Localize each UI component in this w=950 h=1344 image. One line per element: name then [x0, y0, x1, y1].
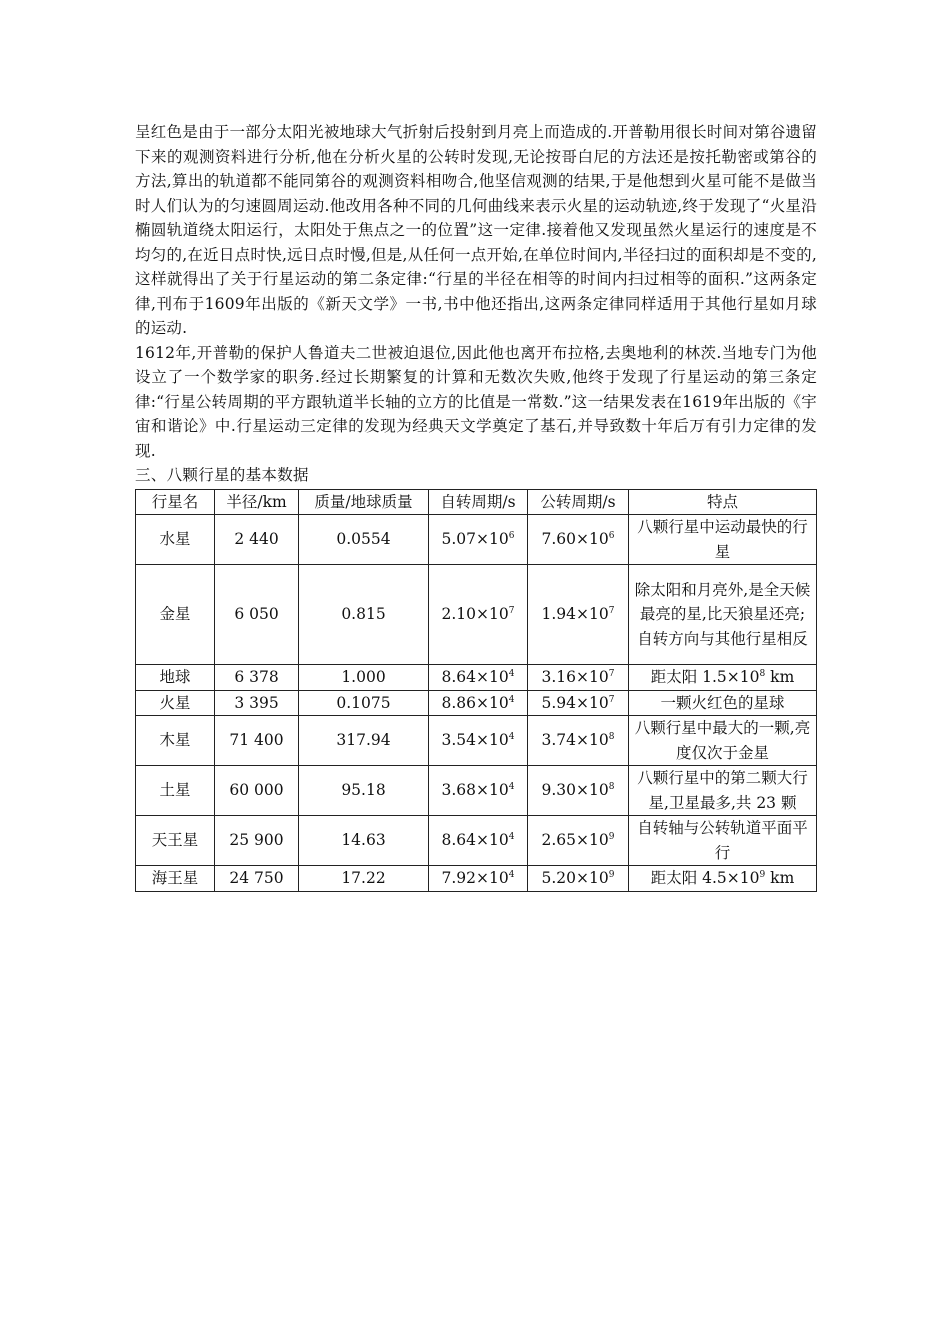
- cell-rotation-period-text: 7.92×10: [441, 869, 509, 887]
- cell-revolution-period-exponent: 9: [608, 869, 615, 880]
- cell-planet-name-text: 木星: [159, 731, 191, 750]
- cell-revolution-period-text: 3.74×10: [541, 731, 609, 750]
- cell-rotation-period-text: 5.07×10: [441, 530, 509, 549]
- cell-feature-exponent: 9: [759, 869, 766, 880]
- cell-mass: [299, 716, 429, 766]
- cell-rotation-period: [429, 716, 528, 766]
- cell-radius-text: 6 050: [234, 605, 279, 624]
- cell-radius: [215, 690, 299, 716]
- cell-planet-name: [136, 565, 215, 665]
- cell-planet-name: [136, 816, 215, 866]
- cell-planet-name-text: 海王星: [151, 869, 199, 887]
- cell-feature-text: 一颗火红色的星球: [660, 693, 785, 712]
- paragraph-kepler-laws-1-2: 呈红色是由于一部分太阳光被地球大气折射后投射到月亮上而造成的.开普勒用很长时间对第谷遗留下来的观测资料进行分析,他在分析火星的公转时发现,无论按哥白尼的方法还是按托勒密或第谷的方法,算出的轨道都不能同第谷的观测资料相吻合,他坚信观测的结果,于是他想到火星可能不是做当时人们认为的匀速圆周运动.他改用各种不同的几何曲线来表示火星的运动轨迹,终于发现了“火星沿椭圆轨道绕太阳运行，太阳处于焦点之一的位置”这一定律.接着他又发现虽然火星运行的速度是不均匀的,在近日点时快,远日点时慢,但是,从任何一点开始,在单位时间内,半径扫过的面积却是不变的,这样就得出了关于行星运动的第二条定律:“行星的半径在相等的时间内扫过相等的面积.”这两条定律,刊布于1609年出版的《新天文学》一书,书中他还指出,这两条定律同样适用于其他行星如月球的运动.: [135, 123, 817, 337]
- table-row: [136, 515, 817, 565]
- cell-feature-text: km: [765, 668, 795, 686]
- cell-feature-text: 除太阳和月亮外,是全天候最亮的星,比天狼星还亮;自转方向与其他行星相反: [634, 580, 811, 648]
- cell-planet-name-text: 天王星: [151, 831, 199, 850]
- cell-rotation-period-text: 8.64×10: [441, 668, 509, 686]
- cell-revolution-period: [528, 816, 629, 866]
- cell-mass-text: 17.22: [341, 869, 386, 887]
- cell-feature-text: 八颗行星中的第二颗大行星,卫星最多,共 23 颗: [637, 769, 808, 812]
- cell-rotation-period-exponent: 4: [508, 782, 515, 793]
- cell-mass: [299, 565, 429, 665]
- header-planet-name: 行星名: [136, 489, 215, 515]
- cell-feature-exponent: 8: [759, 668, 766, 679]
- paragraph-kepler-law-3: 1612年,开普勒的保护人鲁道夫二世被迫退位,因此他也离开布拉格,去奥地利的林茨.当地专门为他设立了一个数学家的职务.经过长期繁复的计算和无数次失败,他终于发现了行星运动的第三条定律:“行星公转周期的平方跟轨道半长轴的立方的比值是一常数.”这一结果发表在1619年出版的《宇宙和谐论》中.行星运动三定律的发现为经典天文学奠定了基石,并导致数十年后万有引力定律的发现.: [135, 343, 817, 460]
- cell-feature-text: 八颗行星中最大的一颗,亮度仅次于金星: [634, 719, 811, 762]
- cell-revolution-period: [528, 690, 629, 716]
- cell-planet-name: [136, 690, 215, 716]
- cell-mass-text: 0.0554: [336, 530, 391, 549]
- cell-feature-text: 八颗行星中运动最快的行星: [637, 518, 808, 561]
- cell-revolution-period-exponent: 6: [608, 531, 615, 542]
- table-row: [136, 716, 817, 766]
- cell-revolution-period-text: 9.30×10: [541, 781, 609, 800]
- planet-data-table: [135, 489, 817, 892]
- cell-revolution-period-text: 7.60×10: [541, 530, 609, 549]
- cell-mass: [299, 665, 429, 691]
- cell-radius: [215, 866, 299, 892]
- cell-rotation-period: [429, 515, 528, 565]
- cell-feature: [629, 690, 817, 716]
- cell-feature-text: 距太阳 4.5×10: [650, 869, 760, 887]
- cell-revolution-period-text: 1.94×10: [541, 605, 609, 624]
- cell-feature-text: 距太阳 1.5×10: [650, 668, 760, 686]
- cell-rotation-period: [429, 766, 528, 816]
- cell-revolution-period-exponent: 7: [608, 694, 615, 705]
- cell-rotation-period-exponent: 4: [508, 869, 515, 880]
- cell-planet-name: [136, 766, 215, 816]
- table-row: [136, 665, 817, 691]
- cell-revolution-period-text: 5.20×10: [541, 869, 609, 887]
- header-mass: 质量/地球质量: [299, 489, 429, 515]
- header-feature: 特点: [629, 489, 817, 515]
- cell-planet-name-text: 水星: [159, 530, 191, 549]
- cell-revolution-period-exponent: 9: [608, 832, 615, 843]
- cell-radius: [215, 515, 299, 565]
- header-rotation-period: 自转周期/s: [429, 489, 528, 515]
- cell-rotation-period-text: 8.86×10: [441, 693, 509, 712]
- cell-rotation-period-exponent: 4: [508, 668, 515, 679]
- cell-revolution-period-exponent: 8: [608, 782, 615, 793]
- cell-feature: [629, 816, 817, 866]
- cell-revolution-period: [528, 515, 629, 565]
- cell-mass: [299, 690, 429, 716]
- cell-feature: [629, 866, 817, 892]
- cell-mass-text: 317.94: [336, 731, 391, 750]
- cell-mass-text: 0.815: [341, 605, 386, 624]
- cell-mass-text: 95.18: [341, 781, 386, 800]
- cell-mass: [299, 866, 429, 892]
- cell-planet-name-text: 土星: [159, 781, 191, 800]
- cell-revolution-period-text: 5.94×10: [541, 693, 609, 712]
- cell-planet-name: [136, 716, 215, 766]
- cell-feature: [629, 716, 817, 766]
- cell-planet-name: [136, 665, 215, 691]
- cell-radius-text: 60 000: [229, 781, 284, 800]
- cell-rotation-period: [429, 866, 528, 892]
- cell-rotation-period: [429, 665, 528, 691]
- cell-mass-text: 0.1075: [336, 693, 391, 712]
- cell-rotation-period: [429, 565, 528, 665]
- table-row: [136, 816, 817, 866]
- cell-mass: [299, 766, 429, 816]
- cell-revolution-period-text: 3.16×10: [541, 668, 609, 686]
- cell-planet-name-text: 金星: [159, 605, 191, 624]
- header-revolution-period: 公转周期/s: [528, 489, 629, 515]
- cell-planet-name-text: 火星: [159, 693, 191, 712]
- cell-feature-text: 自转轴与公转轨道平面平行: [637, 819, 808, 862]
- cell-feature: [629, 766, 817, 816]
- cell-radius: [215, 816, 299, 866]
- cell-rotation-period-text: 2.10×10: [441, 605, 509, 624]
- cell-feature: [629, 565, 817, 665]
- cell-mass-text: 1.000: [341, 668, 386, 686]
- cell-revolution-period: [528, 665, 629, 691]
- cell-planet-name-text: 地球: [159, 668, 191, 686]
- cell-revolution-period: [528, 866, 629, 892]
- table-header-row: [136, 489, 817, 515]
- cell-radius: [215, 665, 299, 691]
- cell-rotation-period-text: 8.64×10: [441, 831, 509, 850]
- table-row: [136, 565, 817, 665]
- table-row: [136, 690, 817, 716]
- cell-planet-name: [136, 866, 215, 892]
- planet-rows: [136, 515, 817, 892]
- document-page: [135, 120, 817, 892]
- cell-revolution-period-exponent: 7: [608, 668, 615, 679]
- cell-revolution-period: [528, 565, 629, 665]
- cell-radius-text: 2 440: [234, 530, 279, 549]
- cell-radius: [215, 565, 299, 665]
- table-row: [136, 766, 817, 816]
- cell-radius-text: 25 900: [229, 831, 284, 850]
- cell-rotation-period-exponent: 7: [508, 606, 515, 617]
- cell-rotation-period-text: 3.54×10: [441, 731, 509, 750]
- cell-revolution-period-exponent: 8: [608, 732, 615, 743]
- cell-feature: [629, 515, 817, 565]
- section-heading: 三、八颗行星的基本数据: [135, 466, 309, 484]
- cell-radius-text: 24 750: [229, 869, 284, 887]
- cell-rotation-period: [429, 816, 528, 866]
- cell-radius: [215, 766, 299, 816]
- cell-rotation-period-exponent: 4: [508, 732, 515, 743]
- cell-revolution-period-exponent: 7: [608, 606, 615, 617]
- cell-revolution-period: [528, 766, 629, 816]
- cell-mass: [299, 515, 429, 565]
- cell-radius: [215, 716, 299, 766]
- cell-rotation-period: [429, 690, 528, 716]
- cell-revolution-period-text: 2.65×10: [541, 831, 609, 850]
- cell-mass: [299, 816, 429, 866]
- table-row: [136, 866, 817, 892]
- cell-rotation-period-text: 3.68×10: [441, 781, 509, 800]
- cell-radius-text: 71 400: [229, 731, 284, 750]
- cell-mass-text: 14.63: [341, 831, 386, 850]
- cell-radius-text: 6 378: [234, 668, 279, 686]
- cell-rotation-period-exponent: 4: [508, 694, 515, 705]
- cell-radius-text: 3 395: [234, 693, 279, 712]
- header-radius: 半径/km: [215, 489, 299, 515]
- cell-planet-name: [136, 515, 215, 565]
- cell-feature-text: km: [765, 869, 795, 887]
- cell-rotation-period-exponent: 6: [508, 531, 515, 542]
- cell-revolution-period: [528, 716, 629, 766]
- cell-rotation-period-exponent: 4: [508, 832, 515, 843]
- cell-feature: [629, 665, 817, 691]
